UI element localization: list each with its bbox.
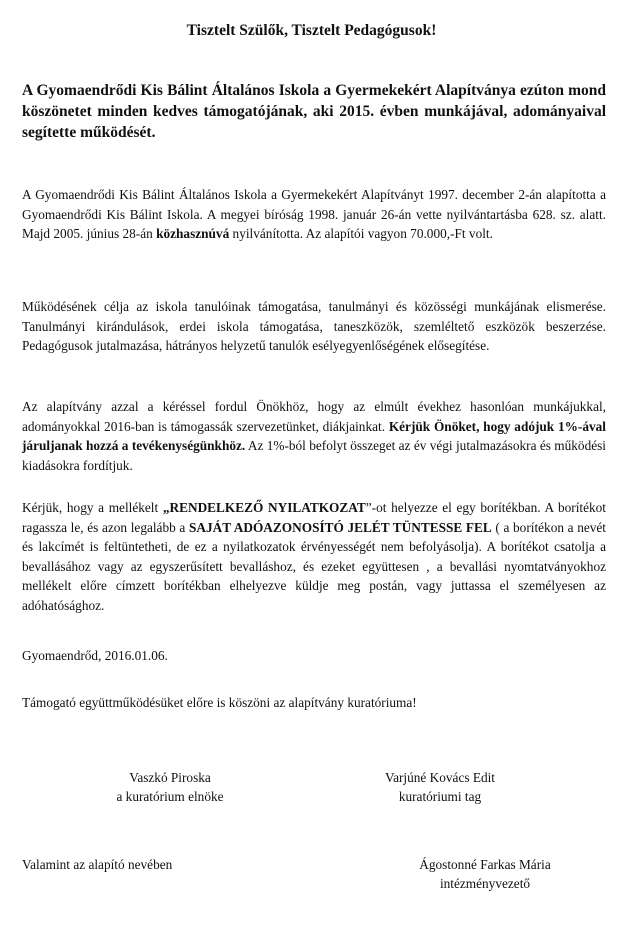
paragraph-text: ”-ot helyezze el egy borítékban. A borítékot ragassza le, és azon legalább a [22,500,606,535]
paragraph-purpose: Működésének célja az iskola tanulóinak támogatása, tanulmányi és közösségi munkájának elismerése. Tanulmányi kirándulások, erdei iskola támogatása, taneszközök, szemléltető eszközök beszerzése. Pedagógusok jutalmazása, hátrányos helyzetű tanulók esélyegyenlőségének elősegítése. [22,299,606,353]
paragraph-text: Kérjük, hogy a mellékelt [22,500,163,515]
greeting-heading: Tisztelt Szülők, Tisztelt Pedagógusok! [186,22,437,39]
signature-block [22,855,222,874]
place-date: Gyomaendrőd, 2016.01.06. [22,648,168,663]
bold-declaration-title: „RENDELKEZŐ NYILATKOZAT [162,500,366,515]
signatory-name: Varjúné Kovács Edit [384,770,496,785]
headline-paragraph: A Gyomaendrődi Kis Bálint Általános Iskola a Gyermekekért Alapítványa ezúton mond köszönetet minden kedves támogatójának, aki 2015. évben munkájával, adományaival segítette működését. [22,82,606,141]
signature-block [95,768,245,806]
signatory-name: Ágostonné Farkas Mária [419,857,551,872]
signatory-role: intézményvezető [439,876,531,891]
paragraph-foundation-history [22,185,606,244]
signature-block [370,768,510,806]
paragraph-text: A Gyomaendrődi Kis Bálint Általános Iskola a Gyermekekért Alapítványt 1997. december 2-án alapította a Gyomaendrődi Kis Bálint Iskola. A megyei bíróság 1998. január 26-án vette nyilvántartásba 628. sz. alatt. Majd 2005. június 28-án [22,187,606,241]
bold-tax-id-text: SAJÁT ADÓAZONOSÍTÓ JELÉT TÜNTESSE FEL [188,519,492,535]
paragraph-instructions [22,498,606,615]
bold-request-text: Kérjük Önöket, hogy adójuk 1%-ával járuljanak hozzá a tevékenységünkhöz. [22,418,606,453]
paragraph-text: ( a borítékon a nevét és lakcímét is feltüntetheti, de ez a nyilatkozatok érvényességét nem befolyásolja). A borítékot csatolja a bevallásához vagy az egyszerűsített bevalláshoz, és ezeket együttesen , a bevallási nyomtatványokhoz mellékelt előre címzett borítékban elhelyezve küldje meg postán, vagy juttassa el személyesen az adóhatósághoz. [22,519,606,613]
signature-block [405,855,565,893]
bold-text: közhasznúvá [156,226,230,241]
paragraph-request [22,397,606,475]
signatory-name: Valamint az alapító nevében [22,857,173,872]
signatory-role: a kuratórium elnöke [116,789,224,804]
paragraph-text: Az alapítvány azzal a kéréssel fordul Önökhöz, hogy az elmúlt évekhez hasonlóan munkájukkal, adományokkal 2016-ban is támogassák szervezetünket, diákjainkat. [22,399,606,434]
paragraph-text: Az 1%-ból befolyt összeget az év végi jutalmazásokra és működési kiadásokra fordítjuk. [22,438,606,473]
paragraph-text: nyilvánította. Az alapítói vagyon 70.000,-Ft volt. [229,226,493,241]
thanks-line: Támogató együttműködésüket előre is köszöni az alapítvány kuratóriuma! [22,695,417,710]
signatory-name: Vaszkó Piroska [129,770,211,785]
signatory-role: kuratóriumi tag [398,789,482,804]
